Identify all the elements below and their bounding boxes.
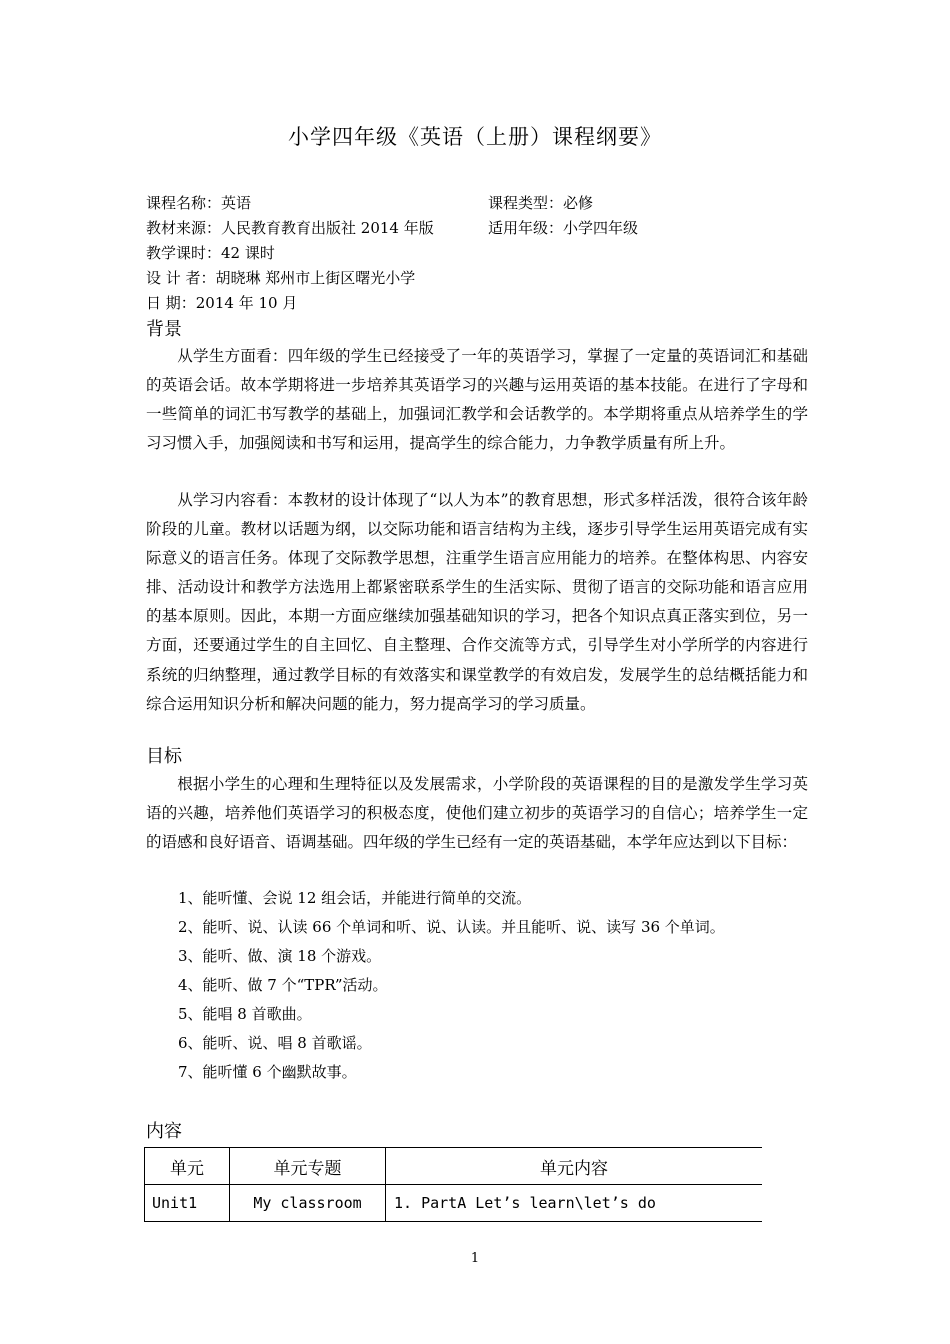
page-number: 1 <box>470 1251 480 1266</box>
goal-item: 2、能听、说、认读 66 个单词和听、说、认读。并且能听、说、读写 36 个单词。 <box>178 918 725 936</box>
goal-item: 4、能听、做 7 个“TPR”活动。 <box>178 976 388 994</box>
background-paragraph-1-text: 从学生方面看：四年级的学生已经接受了一年的英语学习，掌握了一定量的英语词汇和基础的英语会话。故本学期将进一步培养其英语学习的兴趣与运用英语的基本技能。在进行了字母和一些简单的词汇书写教学的基础上，加强词汇教学和会话教学的。本学期将重点从培养学生的学习习惯入手，加强阅读和书写和运用，提高学生的综合能力，力争教学质量有所上升。 <box>146 347 808 453</box>
content-heading: 内容 <box>146 1121 182 1142</box>
goal-item: 7、能听懂 6 个幽默故事。 <box>178 1063 357 1081</box>
background-paragraph-2-text: 从学习内容看：本教材的设计体现了“以人为本”的教育思想，形式多样活泼，很符合该年龄阶段的儿童。教材以话题为纲，以交际功能和语言结构为主线，逐步引导学生运用英语完成有实际意义的语言任务。体现了交际教学思想，注重学生语言应用能力的培养。在整体构思、内容安排、活动设计和教学方法选用上都紧密联系学生的生活实际、贯彻了语言的交际功能和语言应用的基本原则。因此，本期一方面应继续加强基础知识的学习，把各个知识点真正落实到位，另一方面，还要通过学生的自主回忆、自主整理、合作交流等方式，引导学生对小学所学的内容进行系统的归纳整理，通过教学目标的有效落实和课堂教学的有效启发，发展学生的总结概括能力和综合运用知识分析和解决问题的能力，努力提高学习的学习质量。 <box>146 491 808 713</box>
table-cell-unit: Unit1 <box>145 1185 230 1222</box>
goal-item: 6、能听、说、唱 8 首歌谣。 <box>178 1034 372 1052</box>
table-cell-topic: My classroom <box>230 1185 386 1222</box>
meta-course-type: 课程类型：必修 <box>488 194 594 212</box>
content-table <box>144 1147 762 1222</box>
table-header-content: 单元内容 <box>386 1148 763 1185</box>
meta-textbook: 教材来源：人民教育教育出版社 2014 年版 <box>146 219 434 237</box>
meta-date: 日 期：2014 年 10 月 <box>146 294 298 312</box>
goal-item: 1、能听懂、会说 12 组会话，并能进行简单的交流。 <box>178 889 532 907</box>
goal-item: 5、能唱 8 首歌曲。 <box>178 1005 312 1023</box>
table-header-row <box>145 1148 763 1185</box>
table-cell-content: 1. PartA Let’s learn\let’s do <box>386 1185 763 1222</box>
meta-course-name: 课程名称：英语 <box>146 194 252 212</box>
table-header-topic: 单元专题 <box>230 1148 386 1185</box>
background-paragraph-1 <box>146 342 808 458</box>
meta-hours: 教学课时：42 课时 <box>146 244 275 262</box>
goals-intro-text: 根据小学生的心理和生理特征以及发展需求，小学阶段的英语课程的目的是激发学生学习英语的兴趣，培养他们英语学习的积极态度，使他们建立初步的英语学习的自信心；培养学生一定的语感和良好语音、语调基础。四年级的学生已经有一定的英语基础，本学年应达到以下目标： <box>146 775 808 852</box>
table-header-unit: 单元 <box>145 1148 230 1185</box>
page-title: 小学四年级《英语（上册）课程纲要》 <box>288 125 662 149</box>
table-row <box>145 1185 763 1222</box>
background-heading: 背景 <box>146 319 182 340</box>
goals-intro <box>146 770 808 857</box>
meta-designer: 设 计 者：胡晓琳 郑州市上街区曙光小学 <box>146 269 416 287</box>
meta-grade: 适用年级：小学四年级 <box>488 219 639 237</box>
goal-item: 3、能听、做、演 18 个游戏。 <box>178 947 382 965</box>
goals-heading: 目标 <box>146 746 182 767</box>
background-paragraph-2 <box>146 486 808 719</box>
